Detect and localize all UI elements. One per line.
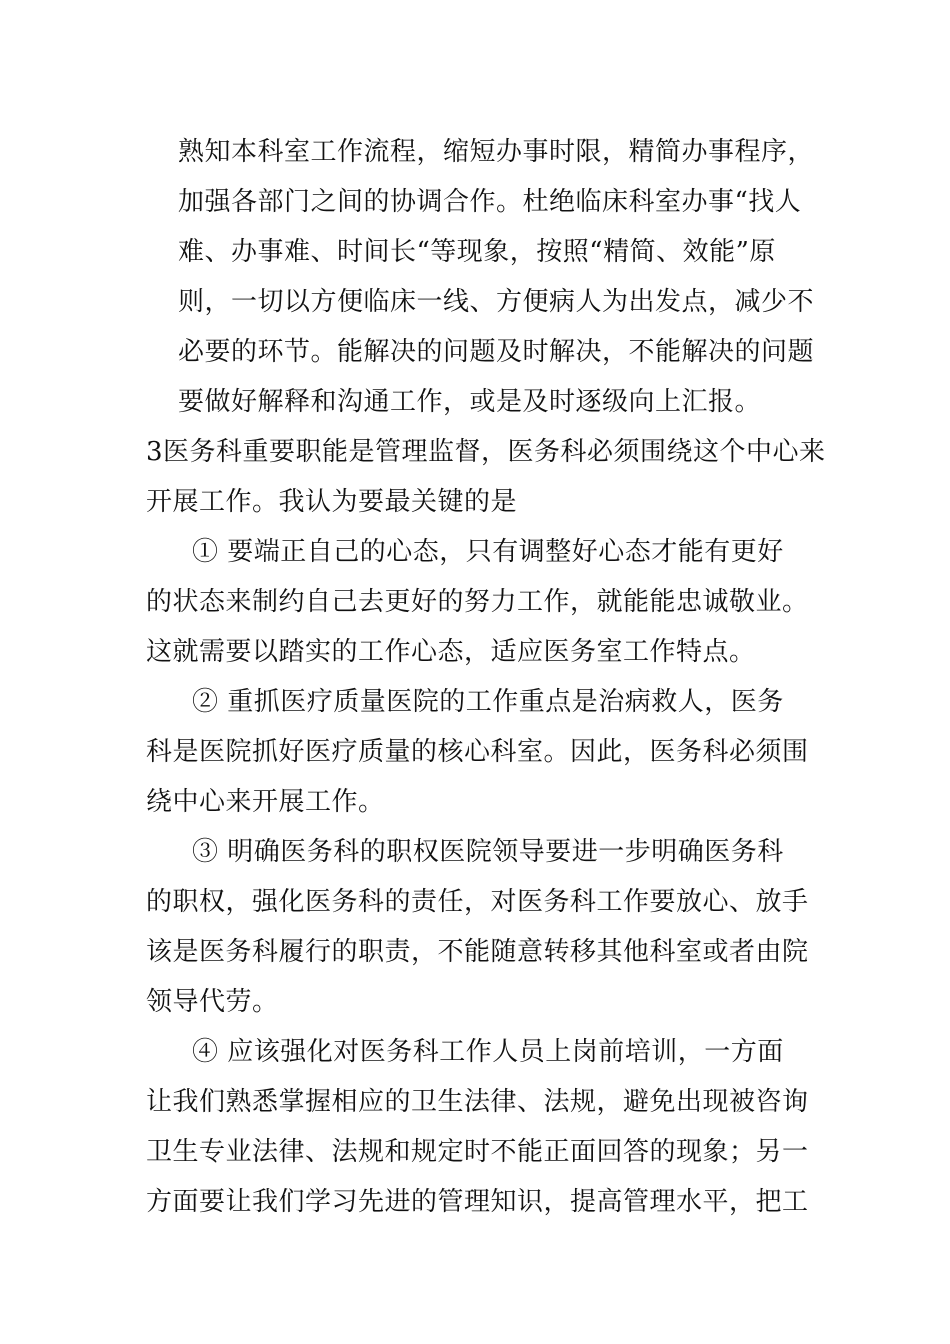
intro-line-5: 必要的环节。能解决的问题及时解决，不能解决的问题 (178, 337, 815, 367)
intro-line-1: 熟知本科室工作流程，缩短办事时限，精简办事程序， (178, 137, 815, 167)
section3-line-2: 开展工作。我认为要最关键的是 (146, 487, 518, 517)
item3-line-2: 的职权，强化医务科的责任，对医务科工作要放心、放手 (146, 887, 809, 917)
item4-line-4: 方面要让我们学习先进的管理知识，提高管理水平，把工 (146, 1187, 809, 1217)
section3-line-1: 3医务科重要职能是管理监督，医务科必须围绕这个中心来 (146, 437, 826, 467)
intro-line-3: 难、办事难、时间长“等现象，按照“精简、效能”原 (178, 237, 776, 267)
item4-line-3: 卫生专业法律、法规和规定时不能正面回答的现象；另一 (146, 1137, 809, 1167)
intro-line-2: 加强各部门之间的协调合作。杜绝临床科室办事“找人 (178, 187, 802, 217)
item1-line-3: 这就需要以踏实的工作心态，适应医务室工作特点。 (146, 637, 756, 667)
item3-line-1: ③ 明确医务科的职权医院领导要进一步明确医务科 (192, 837, 784, 867)
intro-line-4: 则，一切以方便临床一线、方便病人为出发点，减少不 (178, 287, 815, 317)
item3-line-4: 领导代劳。 (146, 987, 279, 1017)
item1-line-2: 的状态来制约自己去更好的努力工作，就能能忠诚敬业。 (146, 587, 809, 617)
item4-line-1: ④ 应该强化对医务科工作人员上岗前培训，一方面 (192, 1037, 784, 1067)
item1-line-1: ① 要端正自己的心态，只有调整好心态才能有更好 (192, 537, 784, 567)
item2-line-3: 绕中心来开展工作。 (146, 787, 385, 817)
item2-line-1: ② 重抓医疗质量医院的工作重点是治病救人，医务 (192, 687, 784, 717)
item4-line-2: 让我们熟悉掌握相应的卫生法律、法规，避免出现被咨询 (146, 1087, 809, 1117)
item2-line-2: 科是医院抓好医疗质量的核心科室。因此，医务科必须围 (146, 737, 809, 767)
intro-line-6: 要做好解释和沟通工作，或是及时逐级向上汇报。 (178, 387, 762, 417)
item3-line-3: 该是医务科履行的职责，不能随意转移其他科室或者由院 (146, 937, 809, 967)
